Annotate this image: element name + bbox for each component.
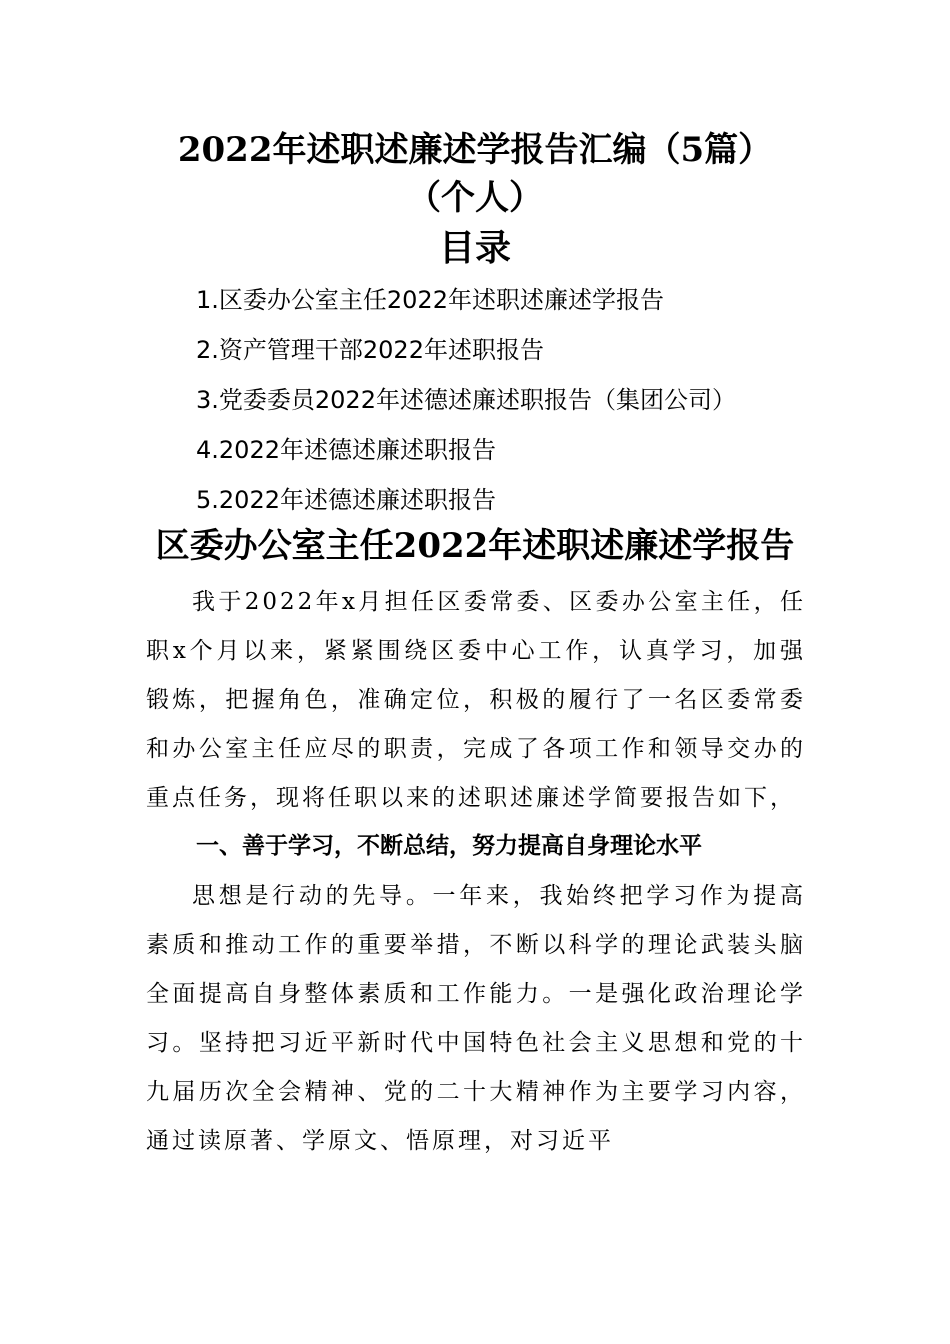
table-of-contents	[196, 280, 736, 530]
section-title: 区委办公室主任2022年述职述廉述学报告	[155, 526, 795, 566]
toc-heading: 目录	[438, 227, 511, 269]
toc-item: 3.党委委员2022年述德述廉述职报告（集团公司）	[196, 386, 736, 414]
toc-item: 1.区委办公室主任2022年述职述廉述学报告	[196, 286, 664, 314]
document-subtitle: （个人）	[407, 178, 543, 218]
subheading: 一、善于学习，不断总结，努力提高自身理论水平	[196, 833, 702, 859]
toc-item: 2.资产管理干部2022年述职报告	[196, 336, 544, 364]
toc-item: 4.2022年述德述廉述职报告	[196, 436, 496, 464]
toc-item: 5.2022年述德述廉述职报告	[196, 486, 496, 514]
document-title: 2022年述职述廉述学报告汇编（5篇）	[177, 130, 773, 170]
paragraph-body: 思想是行动的先导。一年来，我始终把学习作为提高素质和推动工作的重要举措，不断以科学的理论武装头脑全面提高自身整体素质和工作能力。一是强化政治理论学习。坚持把习近平新时代中国特色社会主义思想和党的十九届历次全会精神、党的二十大精神作为主要学习内容，通过读原著、学原文、悟原理，对习近平	[146, 883, 806, 1154]
paragraph-intro: 我于2022年x月担任区委常委、区委办公室主任，任职x个月以来，紧紧围绕区委中心工作，认真学习，加强锻炼，把握角色，准确定位，积极的履行了一名区委常委和办公室主任应尽的职责，完成了各项工作和领导交办的重点任务，现将任职以来的述职述廉述学简要报告如下，	[146, 589, 806, 811]
